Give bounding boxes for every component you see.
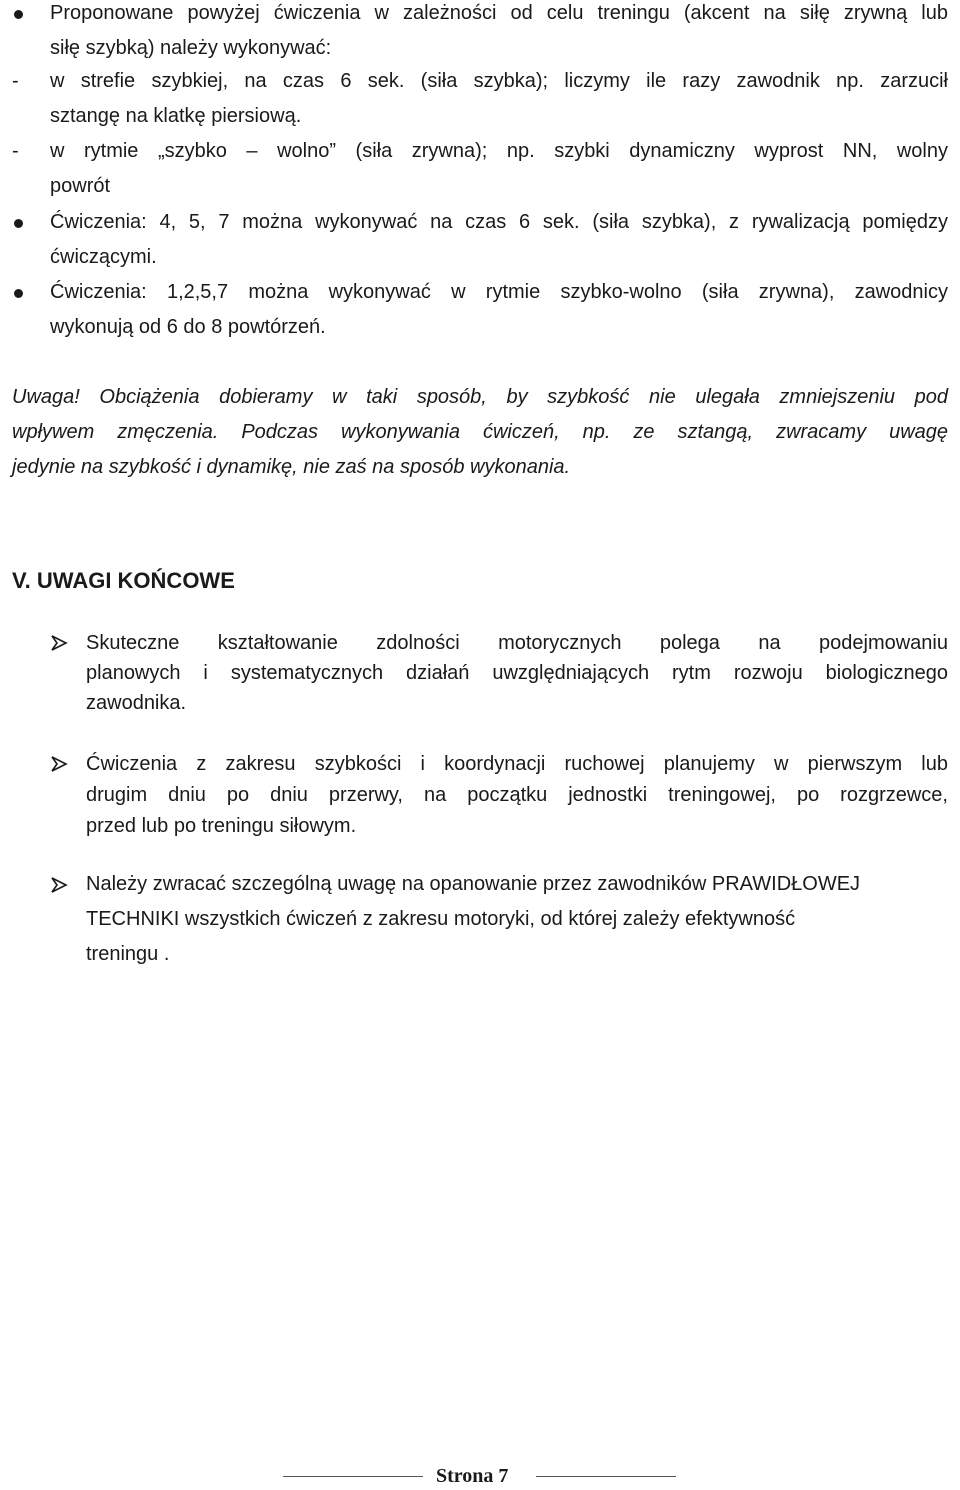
paragraph-line: sztangę na klatkę piersiową. (50, 105, 302, 127)
bullet-dot (14, 289, 23, 298)
dash-marker: - (12, 140, 19, 162)
paragraph-line: Ćwiczenia z zakresu szybkości i koordynacji ruchowej planujemy w pierwszym lub (86, 753, 948, 775)
paragraph-line: Proponowane powyżej ćwiczenia w zależności od celu treningu (akcent na siłę zrywną lub (50, 2, 948, 24)
arrow-bullet-icon (50, 634, 68, 652)
paragraph-line: Ćwiczenia: 1,2,5,7 można wykonywać w rytmie szybko-wolno (siła zrywna), zawodnicy (50, 281, 948, 303)
note-line: jedynie na szybkość i dynamikę, nie zaś na sposób wykonania. (12, 456, 571, 478)
paragraph-line: siłę szybką) należy wykonywać: (50, 37, 332, 59)
paragraph-line: Ćwiczenia: 4, 5, 7 można wykonywać na czas 6 sek. (siła szybka), z rywalizacją pomiędzy (50, 211, 948, 233)
paragraph-line: drugim dniu po dniu przerwy, na początku jednostki treningowej, po rozgrzewce, (86, 784, 948, 806)
arrow-bullet-icon (50, 755, 68, 773)
footer-rule-left (283, 1476, 423, 1477)
paragraph-line: Skuteczne kształtowanie zdolności motorycznych polega na podejmowaniu (86, 632, 948, 654)
paragraph-line: powrót (50, 175, 111, 197)
paragraph-line: w strefie szybkiej, na czas 6 sek. (siła szybka); liczymy ile razy zawodnik np. zarzucił (50, 70, 948, 92)
page-number: Strona 7 (436, 1465, 509, 1487)
paragraph-line: w rytmie „szybko – wolno” (siła zrywna); np. szybki dynamiczny wyprost NN, wolny (50, 140, 948, 162)
section-heading: V. UWAGI KOŃCOWE (12, 568, 235, 593)
bullet-dot (14, 10, 23, 19)
footer-rule-right (536, 1476, 676, 1477)
paragraph-line: treningu . (86, 943, 170, 965)
note-line: wpływem zmęczenia. Podczas wykonywania ćwiczeń, np. ze sztangą, zwracamy uwagę (12, 421, 948, 443)
paragraph-line: zawodnika. (86, 692, 187, 714)
paragraph-line: wykonują od 6 do 8 powtórzeń. (50, 316, 326, 338)
paragraph-line: przed lub po treningu siłowym. (86, 815, 357, 837)
paragraph-line: planowych i systematycznych działań uwzględniających rytm rozwoju biologicznego (86, 662, 948, 684)
paragraph-line: TECHNIKI wszystkich ćwiczeń z zakresu motoryki, od której zależy efektywność (86, 908, 796, 930)
arrow-bullet-icon (50, 876, 68, 894)
paragraph-line: Należy zwracać szczególną uwagę na opanowanie przez zawodników PRAWIDŁOWEJ (86, 873, 861, 895)
bullet-dot (14, 219, 23, 228)
paragraph-line: ćwiczącymi. (50, 246, 157, 268)
dash-marker: - (12, 70, 19, 92)
note-line: Uwaga! Obciążenia dobieramy w taki sposób, by szybkość nie ulegała zmniejszeniu pod (12, 386, 948, 408)
